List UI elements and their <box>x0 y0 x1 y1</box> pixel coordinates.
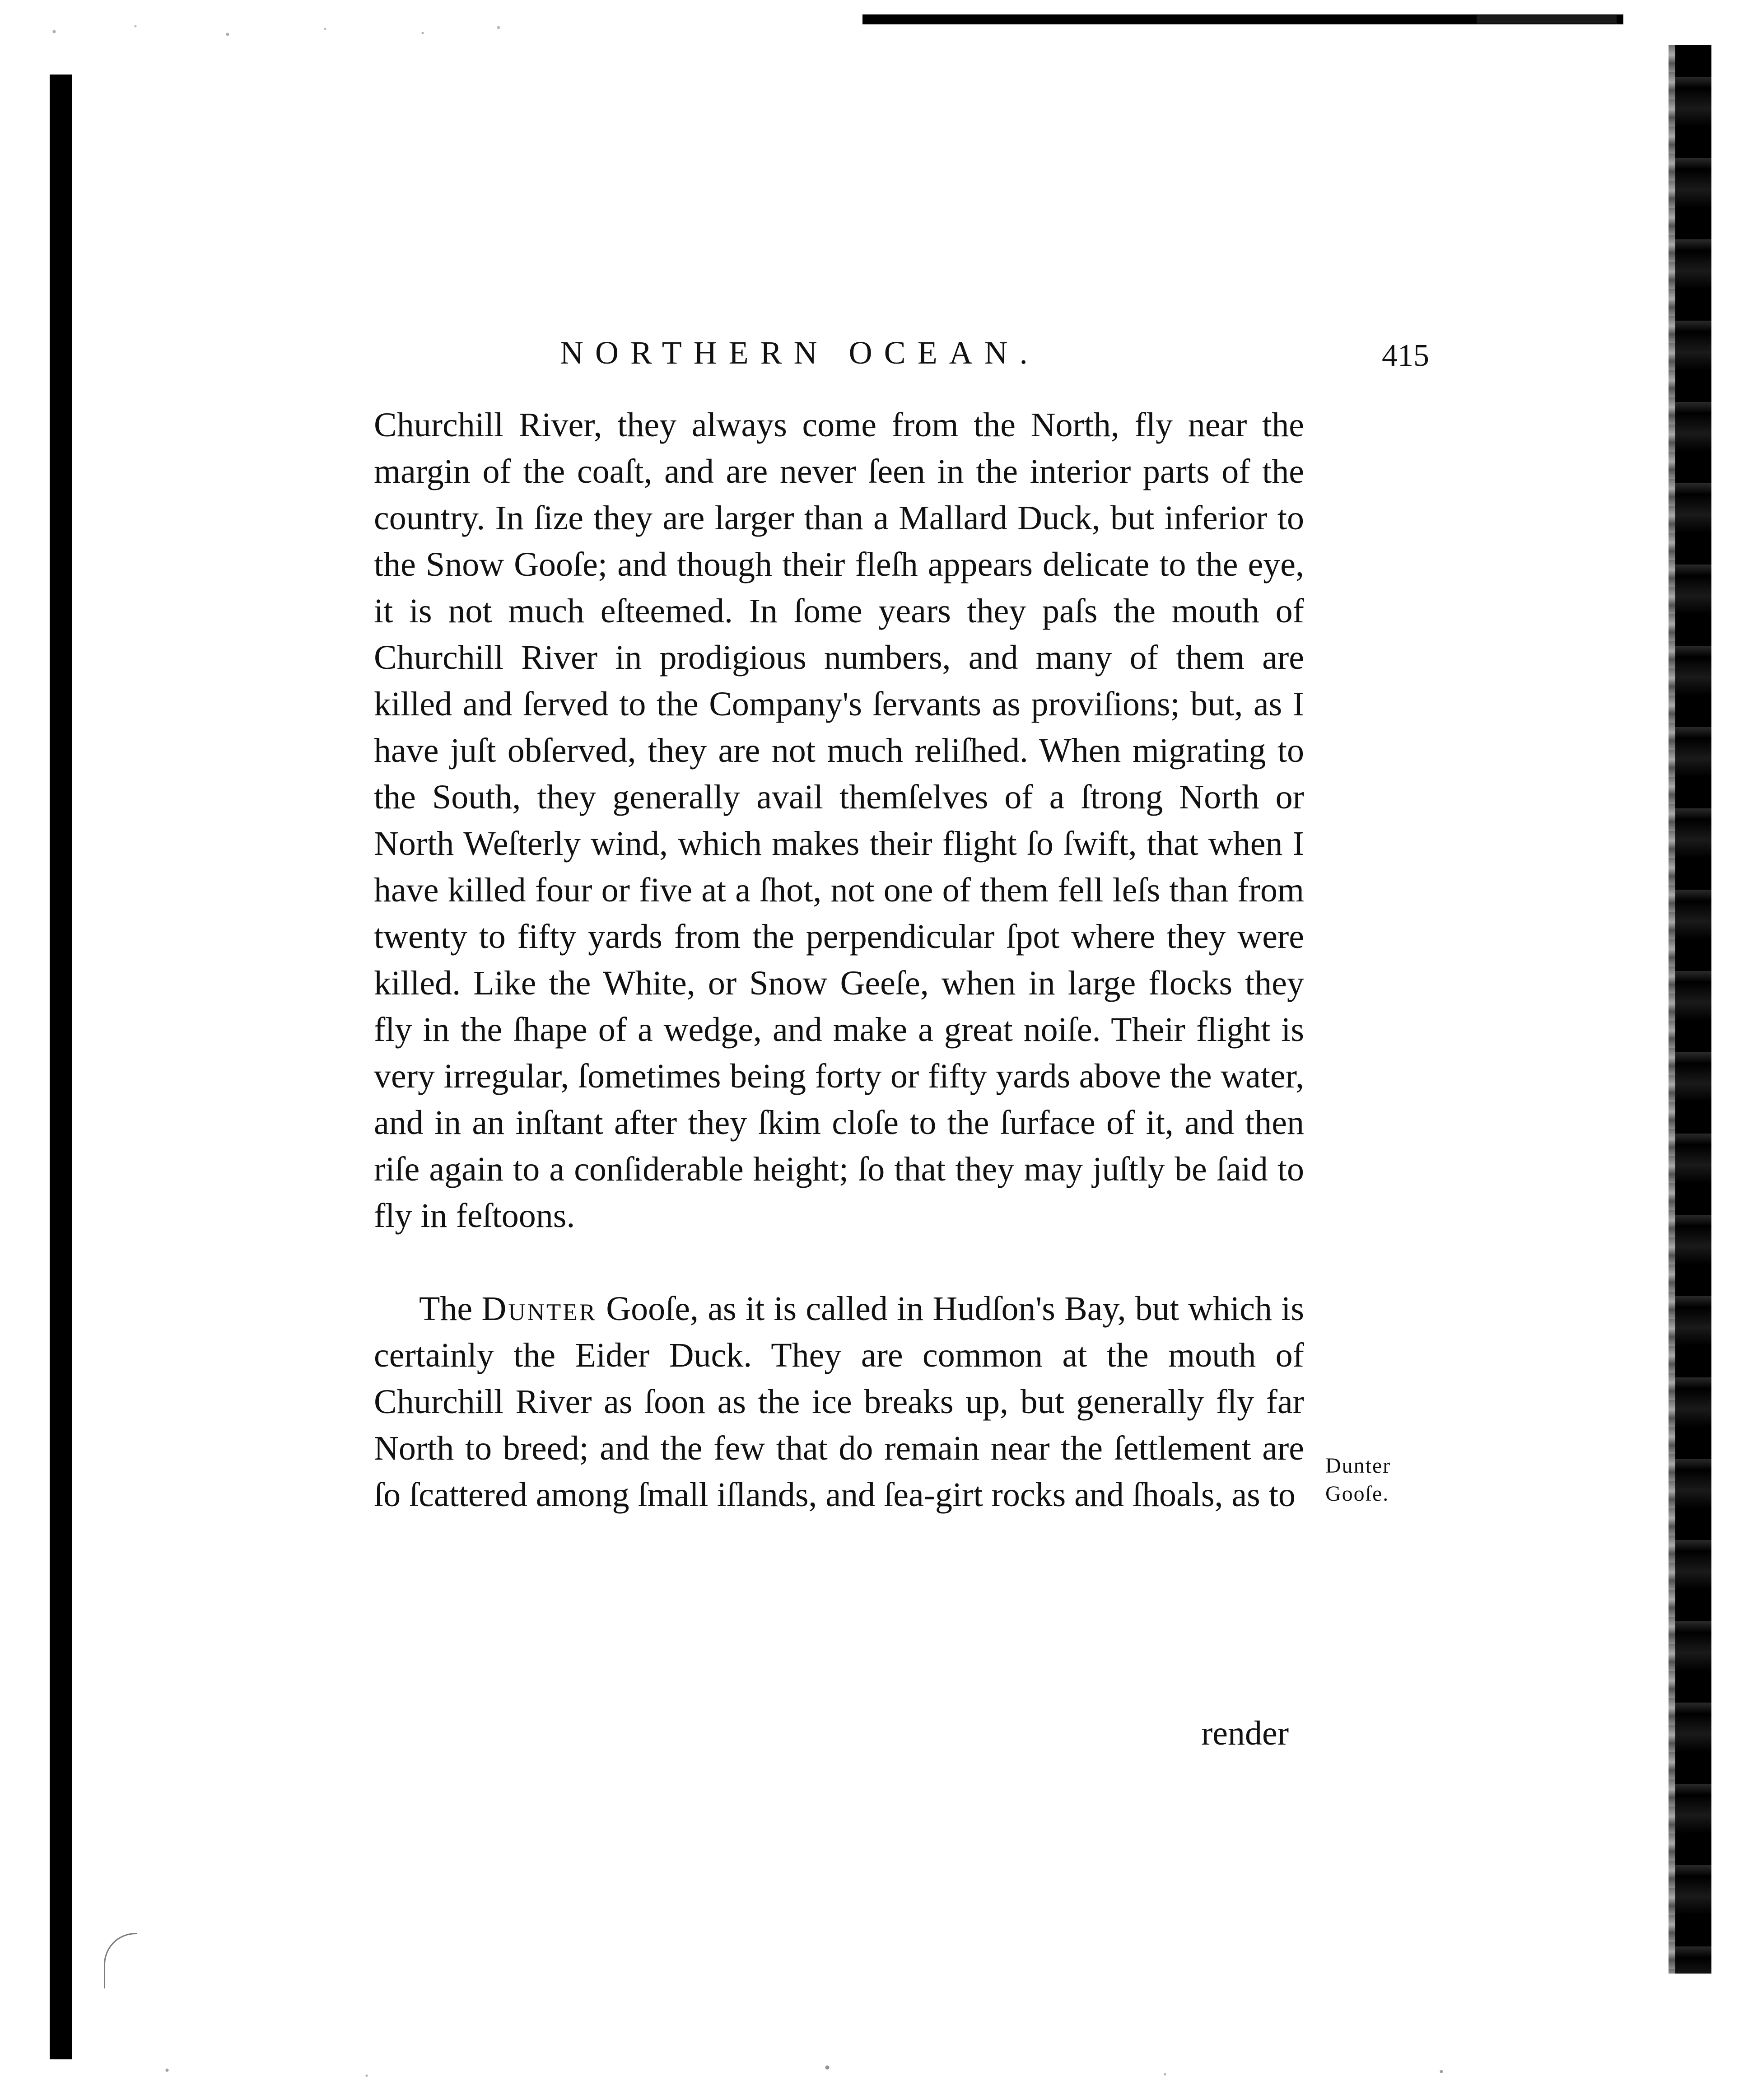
scan-edge-right <box>1675 45 1711 1974</box>
scan-edge-right-shadow <box>1669 45 1675 1974</box>
species-name: Dunter <box>481 1290 597 1328</box>
margin-note <box>1325 1452 1416 1508</box>
paragraph <box>374 1286 1304 1518</box>
margin-note-line: Dunter <box>1325 1454 1391 1478</box>
scan-speckle-bottom <box>90 2059 1626 2086</box>
page-number: 415 <box>1382 338 1429 373</box>
paragraph-lead: The <box>419 1290 482 1328</box>
paragraph: Churchill River, they always come from the North, fly near the margin of the coaſt, and are never ſeen in the interior parts of the country. In ſize they are larger than a Mallard Duck, but inferior to the Snow Gooſe; and though their fleſh appears delicate to the eye, it is not much eſteemed. In ſome years they paſs the mouth of Churchill River in prodigious numbers, and many of them are killed and ſerved to the Company's ſervants as proviſions; but, as I have juſt obſerved, they are not much reliſhed. When migrating to the South, they generally avail themſelves of a ſtrong North or North Weſterly wind, which makes their flight ſo ſwift, that when I have killed four or five at a ſhot, not one of them fell leſs than from twenty to fifty yards from the perpendicular ſpot where they were killed. Like the White, or Snow Geeſe, when in large flocks they fly in the ſhape of a wedge, and make a great noiſe. Their flight is very irregular, ſometimes being forty or fifty yards above the water, and in an inſtant after they ſkim cloſe to the ſurface of it, and then riſe again to a conſiderable height; ſo that they may juſtly be ſaid to fly in feſtoons. <box>374 406 1304 1235</box>
running-head: NORTHERN OCEAN. <box>560 335 1039 371</box>
scan-edge-left <box>50 75 72 2059</box>
margin-note-line: Gooſe. <box>1325 1482 1389 1506</box>
scan-speckle-top <box>0 18 542 45</box>
scan-page-curl <box>104 1933 137 1988</box>
paragraph-text: Gooſe, as it is called in Hudſon's Bay, but which is certainly the Eider Duck. They are common at the mouth of Churchill River as ſoon as the ice breaks up, but generally fly far North to breed; and the few that do remain near the ſettlement are ſo ſcattered among ſmall iſlands, and ſea-girt rocks and ſhoals, as to <box>374 1290 1304 1514</box>
main-text <box>374 402 1304 1518</box>
scan-edge-top-secondary <box>1477 15 1617 23</box>
catchword: render <box>1201 1714 1289 1752</box>
